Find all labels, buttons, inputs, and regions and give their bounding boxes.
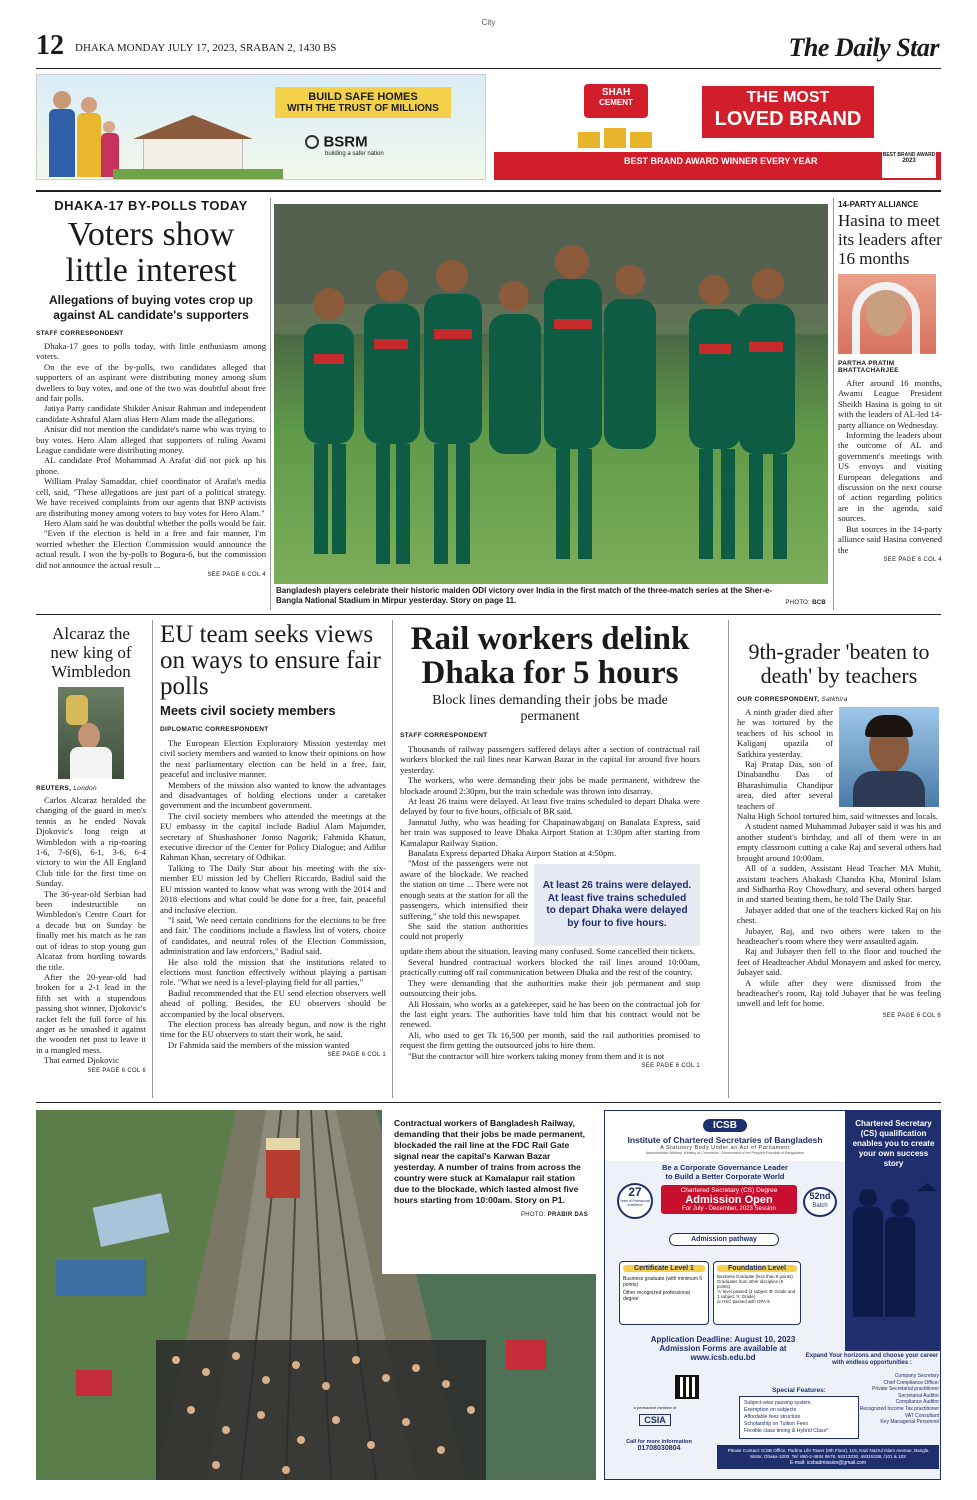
icsb-logo bbox=[703, 1119, 747, 1132]
alcaraz-agency: REUTERS, bbox=[36, 785, 72, 792]
alcaraz-body bbox=[36, 795, 146, 1066]
bottom-rule bbox=[36, 1102, 941, 1103]
call-text: Call for more information bbox=[626, 1439, 692, 1445]
rail-para: Several hundred contractual workers blocked the rail lines around 10:00am, practically cutting off rail communication between Dhaka and the rest of the country. bbox=[400, 956, 700, 978]
alcaraz-headline[interactable]: Alcaraz the new king of Wimbledon bbox=[50, 624, 132, 681]
voters-body bbox=[36, 341, 266, 570]
rail-para: Ali, who used to get Tk 16,500 per month, said the rail authorities promised to request the firm getting the outsourced jobs to hire them. bbox=[400, 1029, 700, 1051]
grader-para: Jubayer, Raj, and two others were taken to the headteacher's room where they were assaulted again. bbox=[737, 925, 941, 946]
icsb-years-badge bbox=[617, 1183, 653, 1219]
rail-para: She said the station authorities could not properly bbox=[400, 920, 528, 942]
shah-brand-1: SHAH bbox=[601, 87, 631, 98]
icsb-statutory: A Statutory Body Under an Act of Parliament bbox=[660, 1145, 790, 1151]
feature-item: Affordable fees structure bbox=[744, 1414, 801, 1420]
rail-photo-credit bbox=[394, 1212, 588, 1218]
grader-see-page[interactable]: SEE PAGE 6 COL 6 bbox=[882, 1012, 941, 1019]
rail-para: "But the contractor will hire workers taking money from them and it is not bbox=[408, 1050, 665, 1061]
feature-item: Scholarship on Tuition Fees bbox=[744, 1421, 809, 1427]
ads-rule bbox=[36, 190, 941, 192]
icsb-admission-banner bbox=[661, 1185, 797, 1214]
career-item: Key Managerial Personnel bbox=[880, 1419, 939, 1426]
rail-body-top bbox=[400, 744, 700, 858]
icsb-side-text: Chartered Secretary (CS) qualification enables you to create your own success story bbox=[852, 1119, 935, 1168]
grader-para: Raj and Jubayer then fell to the floor and touched the feet of Headteacher Abdul Monayem and asked for mercy, Jubayer said. bbox=[737, 946, 941, 978]
eu-para: Badiul recommended that the EU send election observers well ahead of polling. Besides, the EU observers should be accompanied by the local observers. bbox=[160, 987, 386, 1019]
alcaraz-byline bbox=[36, 785, 146, 792]
foundation-item: 'A' level passed (3 subject 'B' Grade and 1 subject 'A' Grade) bbox=[717, 1289, 796, 1299]
icsb-csia bbox=[625, 1405, 685, 1428]
rail-para: Banalata Express departed Dhaka Airport Station at 4:50pm. bbox=[408, 848, 617, 859]
rail-photo[interactable] bbox=[36, 1110, 596, 1480]
bsrm-line1: BUILD SAFE HOMES bbox=[308, 91, 418, 103]
voters-headline[interactable]: Voters show little interest bbox=[65, 216, 237, 289]
eu-para: Talking to The Daily Star about his meeting with the six-member EU mission led by Chelleri Riccardo, Badiul said the EU mission wanted to know what was wrong with the 2014 and 2018 elections and what could be done for a free, fair, peaceful and inclusive election. bbox=[160, 862, 386, 915]
shah-headline-2: LOVED BRAND bbox=[714, 108, 862, 130]
masthead-rule bbox=[36, 68, 941, 69]
eu-subhead: Meets civil society members bbox=[160, 703, 336, 718]
icsb-side-panel bbox=[845, 1111, 941, 1351]
grader-headline[interactable]: 9th-grader 'beaten to death' by teachers bbox=[748, 639, 930, 688]
icsb-level1-box bbox=[619, 1261, 709, 1325]
award-text: BEST BRAND AWARD bbox=[882, 152, 936, 158]
eu-para: He also told the mission that the institutions related to elections must function effectively without playing a partisan role. "What we need is a level-playing field for all parties." bbox=[160, 956, 386, 988]
rail-body-bottom bbox=[400, 946, 700, 1060]
alcaraz-see-page[interactable]: SEE PAGE 6 COL 6 bbox=[87, 1067, 146, 1074]
lead-photo[interactable] bbox=[274, 204, 828, 584]
voters-para: AL candidate Prof Mohammad A Arafat did not pick up his phone. bbox=[36, 455, 266, 476]
rail-para: update them about the situation, leaving many confused. Some cancelled their tickets. bbox=[400, 946, 695, 957]
voters-para: Jatiya Party candidate Shikder Anisur Rahman and independent candidate Ashraful Alam alias Hero Alam made the allegations. bbox=[36, 403, 266, 424]
grader-dateline: Satkhira bbox=[821, 696, 848, 703]
grader-para: Nalta High School tortured him, said witnesses and locals. bbox=[737, 811, 938, 822]
rail-subhead: Block lines demanding their jobs be made permanent bbox=[432, 693, 668, 724]
shah-cement-bags bbox=[574, 126, 654, 150]
eu-para: The election process has already begun, and now is the right time for the EU observers to start their work, he said. bbox=[160, 1018, 386, 1040]
years-num: 27 bbox=[628, 1185, 642, 1199]
grader-correspondent: OUR CORRESPONDENT, bbox=[737, 696, 820, 703]
career-item: Company Secretary bbox=[894, 1373, 939, 1379]
icsb-admission: Admission Open bbox=[685, 1194, 773, 1206]
alcaraz-story bbox=[36, 624, 146, 1074]
hasina-story bbox=[838, 200, 942, 563]
bsrm-slogan bbox=[275, 87, 451, 118]
grader-body bbox=[737, 811, 941, 1009]
qr-code-icon[interactable] bbox=[675, 1375, 699, 1399]
feature-item: Subject-wise passing system bbox=[744, 1400, 811, 1406]
deadline-text: Application Deadline: August 10, 2023 bbox=[650, 1335, 796, 1344]
award-badge bbox=[882, 148, 936, 178]
eu-headline[interactable]: EU team seeks views on ways to ensure fair polls bbox=[160, 621, 381, 700]
rail-para: At least 26 trains were delayed. At least five trains scheduled to depart Dhaka were delayed by four to five hours, officials of BR said. bbox=[400, 796, 700, 817]
grader-byline bbox=[737, 696, 941, 703]
email-text[interactable]: E-mail: icsbadmission@gmail.com bbox=[789, 1460, 867, 1466]
icsb-ministry: Administrative Ministry: Ministry of Commerce, Government of the People's Republic of Bangladesh bbox=[645, 1151, 805, 1155]
rail-para: The workers, who were demanding their jobs be made permanent, withdrew the blockade around 2:30pm, but the train schedule was thrown into disarray. bbox=[400, 775, 700, 796]
grader-para: A ninth grader died after he was tortured by the teachers of his school in Kaliganj upazila of Satkhira yesterday. bbox=[737, 707, 833, 759]
icsb-slogan-1: Be a Corporate Governance Leader bbox=[662, 1163, 788, 1172]
forms-text: Admission Forms are available at bbox=[659, 1344, 787, 1353]
rail-story bbox=[400, 622, 700, 1069]
rail-headline[interactable]: Rail workers delink Dhaka for 5 hours bbox=[410, 621, 690, 691]
icsb-logo-text: ICSB bbox=[713, 1120, 737, 1131]
credit-label: PHOTO: bbox=[520, 1212, 546, 1218]
bsrm-logo bbox=[305, 133, 384, 157]
divider bbox=[152, 620, 153, 1098]
award-year: 2023 bbox=[902, 158, 916, 164]
rail-byline: STAFF CORRESPONDENT bbox=[400, 732, 488, 739]
csia-logo: CSIA bbox=[639, 1414, 671, 1426]
icsb-batch-badge bbox=[803, 1187, 837, 1217]
eu-byline: DIPLOMATIC CORRESPONDENT bbox=[160, 726, 269, 733]
eu-story bbox=[160, 622, 386, 1058]
alcaraz-para: The 36-year-old Serbian had been indestructible on Wimbledon's Centre Court for a decade but on Sunday he finally met his match as he ran out of ideas to stop young gun Alcaraz from hurtling towards the title. bbox=[36, 888, 146, 972]
icsb-features bbox=[739, 1387, 859, 1439]
voters-para: "Even if the election is held in a free and fair manner, I'm worried whether the Election Commission would announce the actual result. I won the by-polls to Bogura-6, but the commission did not announce the actual result ... bbox=[36, 528, 266, 570]
divider bbox=[728, 620, 729, 1098]
bsrm-tagline: building a safer nation bbox=[325, 151, 384, 157]
phone-number[interactable]: 01708030804 bbox=[637, 1445, 681, 1452]
credit-name: BCB bbox=[812, 600, 826, 606]
voters-subhead: Allegations of buying votes crop up against AL candidate's supporters bbox=[48, 293, 253, 322]
hasina-para: But sources in the 14-party alliance said Hasina convened the bbox=[838, 523, 942, 555]
grader-story bbox=[737, 640, 941, 1019]
career-item: Chief Compliance Officer bbox=[883, 1379, 939, 1386]
dateline: DHAKA MONDAY JULY 17, 2023, SRABAN 2, 1430 BS bbox=[75, 42, 337, 54]
bsrm-ad[interactable] bbox=[36, 74, 486, 180]
pull-quote-text: At least 26 trains were delayed. At least five trains scheduled to depart Dhaka were delayed by four to five hours. bbox=[542, 880, 692, 929]
icsb-call bbox=[609, 1439, 709, 1452]
voters-para: Anisur did not mention the candidate's name who was trying to buy votes. Hero Alam alleged that supporters of ruling Awami League candidate were distributing money. bbox=[36, 424, 266, 456]
divider bbox=[392, 620, 393, 1098]
hasina-body bbox=[838, 378, 942, 555]
rail-photo-caption-box bbox=[382, 1110, 596, 1274]
rail-para: "Most of the passengers were not aware of the blockade. We reached the station on time ... There were not enough seats at the station for all the passengers, which intensified their suffering," she told this newspaper. bbox=[400, 858, 528, 921]
cricket-players-illustration bbox=[274, 204, 828, 584]
foundation-item: or HSC passed with GPA-5 bbox=[717, 1299, 770, 1304]
voters-para: William Pralay Samaddar, chief coordinator of Arafat's media cell, said, "These allegations are just part of a political strategy. We have received complaints from our agents that BNP activists are distributing money among voters to buy votes for Hero Alam." bbox=[36, 476, 266, 518]
divider bbox=[833, 198, 834, 610]
icsb-contact bbox=[717, 1445, 939, 1469]
paper-name: The Daily Star bbox=[788, 33, 939, 62]
level1-item: Business graduate (with minimum 6 points) bbox=[623, 1276, 703, 1288]
lead-photo-credit bbox=[760, 600, 826, 606]
website-link[interactable]: www.icsb.edu.bd bbox=[690, 1353, 756, 1362]
years-text: Years of Professional excellence bbox=[619, 1199, 650, 1207]
voters-kicker: DHAKA-17 BY-POLLS TODAY bbox=[54, 198, 248, 213]
voters-see-page[interactable]: SEE PAGE 6 COL 4 bbox=[207, 571, 266, 578]
rail-body-wrap bbox=[400, 858, 528, 946]
bsrm-logo-icon bbox=[305, 135, 319, 149]
alcaraz-dateline: London bbox=[73, 785, 97, 792]
family-illustration bbox=[47, 83, 127, 179]
eu-para: Dr Fahmida said the members of the mission wanted bbox=[168, 1039, 350, 1050]
contact-text: Please Contact: ICSB Office, Padma Life Tower (8th Floor), 115, Kazi Nazrul Islam Avenue, Bangla Motor, Dhaka-1000. Tel: 880-2-4934 9578, 58313230, 48315338, /101 & 102 bbox=[727, 1448, 929, 1459]
grader-para: All of a sudden, Assistant Head Teacher MA Muhit, assistant teachers Abakash Chandra Kha, Monirul Islam and Sidhartha Roy Chowdhury, and several others barged in and started beating them, he told The Daily Star. bbox=[737, 863, 941, 905]
alcaraz-para: That earned Djokovic bbox=[44, 1055, 119, 1066]
grader-para: A student named Muhammad Jubayer said it was his and another student's birthday, and all of them were in an empty classroom cutting a cake Raj and several others had brought around 10:00am. bbox=[737, 821, 941, 863]
rail-see-page[interactable]: SEE PAGE 6 COL 1 bbox=[641, 1062, 700, 1069]
rail-para: They were demanding that the authorities make their job permanent and stop outsourcing their jobs. bbox=[400, 977, 700, 999]
shah-headline bbox=[702, 86, 874, 138]
grader-para: Raj Pratap Das, son of Dinabandhu Das of Bharashimulia Chandipur area, died after several teachers of bbox=[737, 759, 833, 811]
page-number: 12 bbox=[36, 30, 64, 61]
bsrm-line2: WITH THE TRUST OF MILLIONS bbox=[287, 103, 439, 114]
foundation-title: Foundation Level bbox=[717, 1265, 797, 1272]
house-illustration bbox=[133, 115, 253, 180]
rail-photo-caption: Contractual workers of Bangladesh Railway, demanding that their jobs be made permanent, blockaded the rail line at the FDC Rail Gate signal near the capital's Karwan Bazar yesterday. A number of trains from across the country were stuck at Kamalapur rail station due to the blockade, which lasted almost five hours starting from 10:00am. Story on P1. bbox=[394, 1118, 586, 1205]
hasina-byline: PARTHA PRATIM BHATTACHARJEE bbox=[838, 360, 899, 374]
foundation-item: Business Graduate (less than 6 points) bbox=[717, 1274, 793, 1279]
grader-para: Jubayer added that one of the teachers kicked Raj on his chest. bbox=[737, 904, 941, 926]
batch-num: 52nd bbox=[809, 1191, 831, 1201]
rail-para: Thousands of railway passengers suffered delays after a section of contractual rail workers blocked the rail lines near Karwan Bazar in the capital for around five hours yesterday. bbox=[400, 744, 700, 775]
eu-para: Members of the mission also wanted to know the advantages and disadvantages of holding elections under a caretaker government and the incumbent government. bbox=[160, 779, 386, 811]
shah-headline-1: THE MOST bbox=[746, 89, 830, 106]
icsb-slogan-2: to Build a Better Corporate World bbox=[665, 1172, 785, 1181]
voters-byline: STAFF CORRESPONDENT bbox=[36, 330, 124, 337]
features-title: Special Features: bbox=[772, 1387, 826, 1394]
icsb-ad[interactable] bbox=[604, 1110, 941, 1480]
credit-label: PHOTO: bbox=[785, 600, 811, 606]
credit-name: PRABIR DAS bbox=[547, 1212, 588, 1218]
rail-para: Jannatul Juthy, who was heading for Chapainawabganj on Banalata Express, said her train was supposed to leave Dhaka Airport Station at 1:30pm after starting from Kamalapur Railway Station. bbox=[400, 816, 700, 848]
grader-photo bbox=[839, 707, 939, 807]
shah-logo bbox=[584, 84, 648, 118]
member-note: a permanent member of bbox=[633, 1405, 677, 1410]
shah-footer: BEST BRAND AWARD WINNER EVERY YEAR bbox=[624, 156, 818, 166]
expand-text: Expand Your horizons and choose your career with endless opportunities : bbox=[805, 1353, 939, 1366]
hasina-headline[interactable]: Hasina to meet its leaders after 16 months bbox=[838, 211, 942, 268]
rail-para: Ali Hossain, who works as a gatekeeper, said he has been on the contractual job for the last eight years. The authorities have told him that his contract would not be renewed. bbox=[400, 998, 700, 1030]
bsrm-brand: BSRM bbox=[323, 133, 368, 151]
feature-item: Flexible class timing & Hybrid Class* bbox=[744, 1428, 829, 1434]
icsb-degree: Chartered Secretary (CS) Degree bbox=[680, 1187, 778, 1194]
batch-text: Batch bbox=[812, 1203, 828, 1209]
voters-para: Dhaka-17 goes to polls today, with little enthusiasm among voters. bbox=[36, 341, 266, 362]
icsb-institute: Institute of Chartered Secretaries of Bangladesh bbox=[627, 1135, 823, 1145]
icsb-slogan bbox=[605, 1163, 845, 1181]
eu-para: The civil society members who attended the meetings at the EU embassy in the capital include Badiul Alam Majumder, secretary of Shushashoner Jonno Nagorik; Fahmida Khatun, executive director of the Center for Policy Dialogue; and Adilur Rahman Khan, secretary of Odhikar. bbox=[160, 810, 386, 863]
career-item: VAT Consultant bbox=[904, 1412, 939, 1419]
hasina-para: After around 16 months, Awami League President Sheikh Hasina is going to sit with the leaders of AL-led 14-party alliance on Wednesday. bbox=[838, 378, 942, 430]
foundation-item: Graduates from other discipline (6 points) bbox=[717, 1279, 784, 1289]
graduates-illustration bbox=[851, 1175, 936, 1325]
voters-para: Hero Alam said he was doubtful whether the polls would be fair. bbox=[44, 517, 266, 528]
eu-see-page[interactable]: SEE PAGE 6 COL 1 bbox=[327, 1052, 386, 1059]
career-item: Compliance Auditor bbox=[895, 1399, 939, 1406]
eu-para: "I said, 'We need certain conditions for the elections to be free and fair.' The conditions include a flawless list of voters, choice of candidates, and neutral roles of the Election Commission, administration and law enforcers," Badiul said. bbox=[160, 914, 386, 957]
shah-cement-ad[interactable] bbox=[494, 74, 941, 180]
shah-brand-2: CEMENT bbox=[599, 98, 633, 107]
voters-story bbox=[36, 198, 266, 578]
eu-para: The European Election Exploratory Mission yesterday met civil society members and wanted to know their opinions on how the next parliamentary election can be held in a free, fair, peaceful and inclusive manner. bbox=[160, 738, 386, 780]
rail-pull-quote bbox=[534, 864, 700, 946]
icsb-pathway-label: Admission pathway bbox=[669, 1233, 779, 1246]
voters-para: On the eve of the by-polls, two candidates alleged that supporters of an aspirant were distributing money among slum dwellers to buy votes, and one of the two was doubtful about free and fair polls. bbox=[36, 361, 266, 404]
level1-title: Certificate Level 1 bbox=[623, 1265, 705, 1272]
career-item: Secretarial Auditor bbox=[898, 1392, 939, 1399]
alcaraz-para: Carlos Alcaraz heralded the changing of the guard in men's tennis as he ended Novak Djokovic's long reign at Wimbledon with a rip-roaring 1-6, 7-6(6), 6-1, 3-6, 6-4 victory to win the All England Club title for the first time on Sunday. bbox=[36, 795, 146, 889]
icsb-header bbox=[605, 1111, 845, 1161]
eu-body bbox=[160, 738, 386, 1050]
alcaraz-para: After the 20-year-old had broken for a 2-1 lead in the fifth set with a stupendous passing shot winner, Djokovic's racket felt the full force of his anger as he smashed it against the wooden net post to leave it in a mangled mess. bbox=[36, 971, 146, 1055]
hasina-see-page[interactable]: SEE PAGE 6 COL 4 bbox=[883, 556, 942, 563]
icsb-expand bbox=[805, 1353, 939, 1367]
grader-para: A while after they were dismissed from the headteacher's room, Raj told Jubayer that he was feeling unwell and left for home. bbox=[737, 977, 941, 1009]
icsb-foundation-box bbox=[713, 1261, 801, 1325]
section-label: City bbox=[481, 18, 496, 27]
career-item: Recognized Income Tax practitioner bbox=[859, 1405, 939, 1412]
lead-photo-caption: Bangladesh players celebrate their historic maiden ODI victory over India in the first match of the three-match series at the Sher-e-Bangla National Stadium in Mirpur yesterday. Story on page 11. bbox=[276, 586, 773, 605]
feature-item: Exemption on subjects bbox=[744, 1407, 797, 1413]
level1-item: Other recognized professional degree bbox=[623, 1290, 690, 1302]
grader-body-wrap bbox=[737, 707, 833, 811]
hasina-photo bbox=[838, 274, 936, 354]
career-item: Private Secretarial practitioner bbox=[872, 1386, 939, 1393]
alcaraz-photo bbox=[58, 687, 124, 779]
hasina-kicker: 14-PARTY ALLIANCE bbox=[838, 200, 919, 209]
divider bbox=[270, 198, 271, 610]
mid-rule bbox=[36, 614, 941, 615]
icsb-session: For July - December, 2023 Session bbox=[682, 1206, 776, 1212]
hasina-para: Informing the leaders about the outcome of AL and government's meetings with US envoys and visiting European delegations and discussion on the next course of action regarding politics are in the agenda, said sources. bbox=[838, 430, 942, 524]
